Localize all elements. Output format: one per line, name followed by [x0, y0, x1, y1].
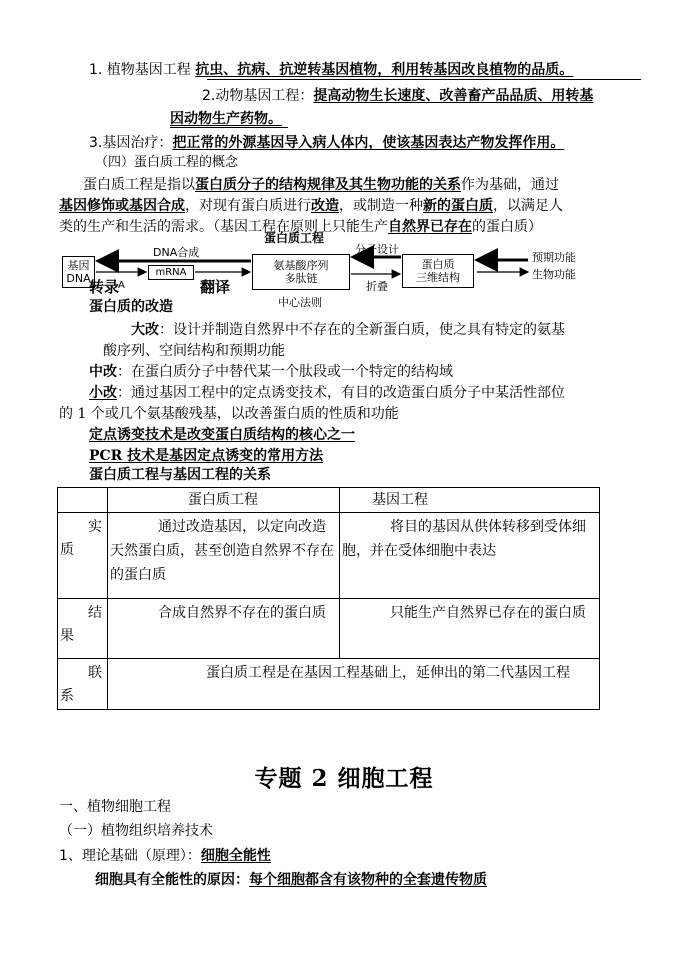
expected-function-label: 预期功能	[532, 251, 576, 264]
protein-3d-box: 蛋白质 三维结构	[402, 254, 474, 288]
central-dogma-label: 中心法则	[278, 296, 322, 309]
animal-ge-text-2: 因动物生产药物。	[170, 111, 282, 127]
biological-function-label: 生物功能	[532, 268, 576, 281]
table-header-row	[58, 488, 600, 513]
plant-ge-text: 抗虫、抗病、抗逆转基因植物，利用转基因改良植物的品质。	[195, 62, 574, 78]
mid-change-label: 中改	[89, 364, 117, 380]
big-change-label: 大改	[131, 322, 159, 338]
table-header-gene: 基因工程	[340, 488, 600, 513]
text: ：在蛋白质分子中替代某一个肽段或一个特定的结构域	[117, 364, 453, 380]
relation-title: 蛋白质工程与基因工程的关系	[89, 467, 271, 483]
row-label-b: 果	[60, 628, 74, 644]
modification-title: 蛋白质的改造	[89, 299, 173, 315]
animal-ge-label: 2.动物基因工程：	[202, 88, 314, 104]
table-corner-cell	[58, 488, 108, 513]
theory-basis-line	[59, 846, 271, 866]
folding-label: 折叠	[366, 280, 388, 293]
mrna-box: mRNA	[148, 265, 194, 280]
table-cell: 蛋白质工程是在基因工程基础上，延伸出的第二代基因工程	[108, 659, 600, 710]
key-phrase: 新的蛋白质	[423, 198, 493, 214]
row-label-a: 结	[88, 605, 102, 621]
table-cell: 合成自然界不存在的蛋白质	[108, 599, 340, 659]
topic-2-title: 专题 2 细胞工程	[254, 765, 434, 792]
totipotency-reason-line	[95, 870, 487, 890]
text: 类的生产和生活的需求。（基因工程在原则上只能生产	[59, 219, 388, 235]
key-phrase: 改造	[311, 198, 339, 214]
animal-ge-line	[202, 86, 593, 106]
row-label-a: 联	[88, 665, 102, 681]
text: ：设计并制造自然界中不存在的全新蛋白质，使之具有特定的氨基	[159, 322, 565, 338]
big-change-line-2: 酸序列、空间结构和预期功能	[103, 343, 285, 359]
big-change-line	[131, 320, 565, 340]
underline	[207, 79, 641, 80]
key-phrase: 蛋白质分子的结构规律及其生物功能的关系	[195, 177, 461, 193]
concept-line-2	[59, 196, 563, 216]
text: 作为基础，通过	[461, 177, 559, 193]
text: 细胞具有全能性的原因：	[95, 872, 249, 888]
totipotency-reason: 每个细胞都含有该物种的全套遗传物质	[249, 872, 487, 888]
gene-therapy-label: 3.基因治疗：	[89, 135, 173, 151]
text: ，对现有蛋白质进行	[185, 198, 311, 214]
totipotency-value: 细胞全能性	[200, 848, 271, 864]
comparison-table	[57, 487, 600, 710]
section-tissue-culture: （一）植物组织培养技术	[59, 823, 213, 839]
row-label-a: 实	[88, 519, 102, 535]
text: ：通过基因工程中的定点诱变技术，有目的改造蛋白质分子中某活性部位	[117, 385, 565, 401]
section-4-title: （四）蛋白质工程的概念	[95, 155, 239, 170]
table-row-label	[58, 599, 108, 659]
translation-label: 翻译	[200, 278, 231, 296]
key-phrase: 自然界已存在	[388, 219, 472, 235]
section-plant-cell-engineering: 一、植物细胞工程	[59, 799, 171, 815]
table-header-protein: 蛋白质工程	[108, 488, 340, 513]
concept-line-1	[83, 175, 559, 195]
text: 蛋白质工程是指以	[83, 177, 195, 193]
table-row	[58, 599, 600, 659]
small-change-label: 小改	[89, 385, 117, 401]
gene-therapy-line	[89, 133, 564, 153]
table-row-label	[58, 659, 108, 710]
text: ，或制造一种	[339, 198, 423, 214]
text: ，以满足人	[493, 198, 563, 214]
a-mark: A	[118, 280, 125, 291]
gene-dna-box: 基因 DNA	[62, 256, 95, 288]
small-change-line-2: 的 1 个或几个氨基酸残基，以改善蛋白质的性质和功能	[59, 406, 399, 422]
pcr-statement: PCR 技术是基因定点诱变的常用方法	[89, 448, 324, 464]
dna-synthesis-label: DNA合成	[153, 246, 200, 259]
gene-therapy-text: 把正常的外源基因导入病人体内，使该基因表达产物发挥作用。	[172, 135, 565, 151]
table-cell: 只能生产自然界已存在的蛋白质	[340, 599, 600, 659]
molecular-design-label: 分子设计	[355, 243, 399, 256]
diagram-title: 蛋白质工程	[264, 231, 325, 245]
text: 的蛋白质）	[472, 219, 542, 235]
text: 1、理论基础（原理）：	[59, 848, 201, 864]
small-change-line	[89, 383, 565, 403]
table-row-label	[58, 513, 108, 599]
core-statement: 定点诱变技术是改变蛋白质结构的核心之一	[89, 427, 355, 443]
diagram-arrows	[55, 240, 535, 300]
table-cell: 将目的基因从供体转移到受体细胞，并在受体细胞中表达	[340, 513, 600, 599]
row-label-b: 系	[60, 688, 74, 704]
mid-change-line	[89, 362, 453, 382]
table-cell: 通过改造基因，以定向改造天然蛋白质，甚至创造自然界不存在的蛋白质	[108, 513, 340, 599]
row-label-b: 质	[60, 542, 74, 558]
table-row	[58, 513, 600, 599]
key-phrase: 基因修饰或基因合成	[59, 198, 185, 214]
table-row	[58, 659, 600, 710]
amino-acid-sequence-box: 氨基酸序列 多肽链	[252, 254, 350, 290]
plant-ge-label: 1. 植物基因工程	[89, 62, 196, 78]
underline	[170, 127, 288, 128]
plant-ge-line	[89, 60, 573, 80]
animal-ge-text: 提高动物生长速度、改善畜产品品质、用转基	[313, 88, 594, 104]
transcription-label: 转录	[89, 278, 120, 296]
animal-ge-line-2	[170, 109, 282, 129]
